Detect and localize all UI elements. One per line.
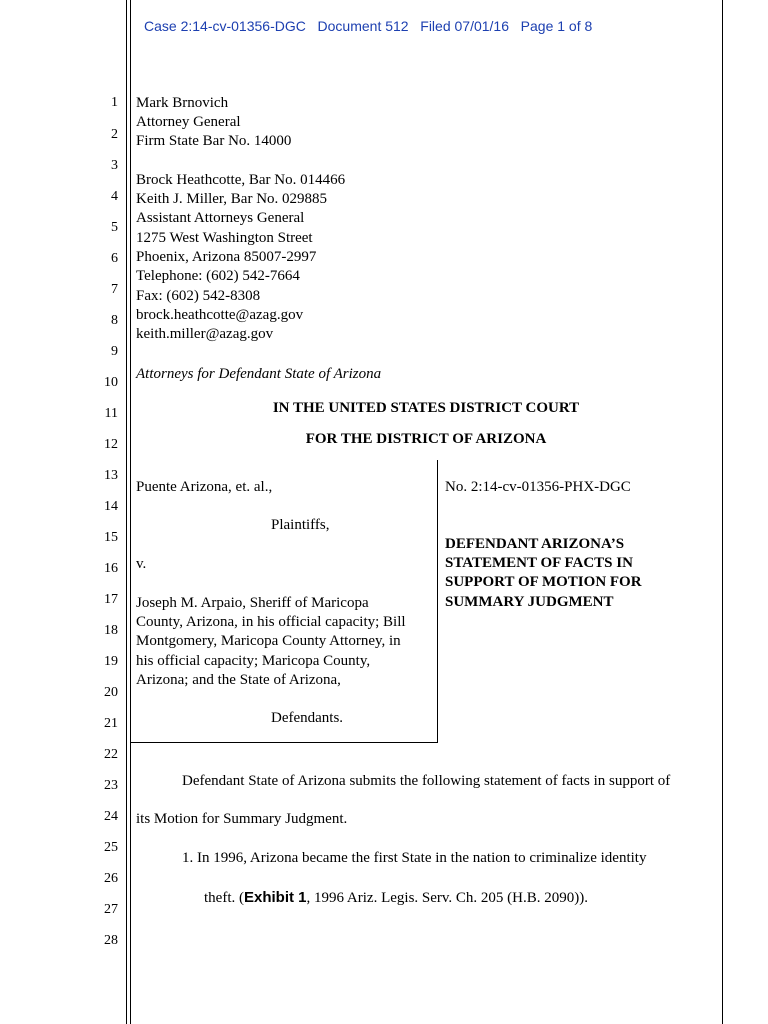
line-number: 27 [104, 902, 118, 917]
line-number: 3 [111, 158, 118, 173]
line-number: 5 [111, 220, 118, 235]
fact-1-citation: , 1996 Ariz. Legis. Serv. Ch. 205 (H.B. 2090)). [306, 890, 588, 906]
defendants-label: Defendants. [271, 710, 344, 726]
plaintiffs-label: Plaintiffs, [271, 517, 330, 533]
line-number: 19 [104, 654, 118, 669]
plaintiff-name: Puente Arizona, et. al., [136, 479, 273, 495]
exhibit-1-reference: Exhibit 1 [243, 889, 307, 906]
intro-line1: Defendant State of Arizona submits the following statement of facts in support of [182, 773, 671, 789]
line-number: 14 [104, 499, 118, 514]
header-filed: Filed 07/01/16 [420, 18, 509, 34]
header-document: Document 512 [317, 18, 409, 34]
attorney-line: 1275 West Washington Street [136, 230, 313, 246]
attorney-email: keith.miller@azag.gov [136, 326, 274, 342]
attorney-line: Firm State Bar No. 14000 [136, 133, 292, 149]
court-title-line2: FOR THE DISTRICT OF ARIZONA [305, 431, 547, 447]
attorney-line: Telephone: (602) 542-7664 [136, 268, 300, 284]
defendant-line: Arizona; and the State of Arizona, [136, 672, 341, 688]
header-case: Case 2:14-cv-01356-DGC [144, 18, 306, 34]
intro-line2: its Motion for Summary Judgment. [136, 811, 348, 827]
attorney-line: Assistant Attorneys General [136, 210, 305, 226]
line-number: 23 [104, 778, 118, 793]
line-number: 22 [104, 747, 118, 762]
line-number: 24 [104, 809, 118, 824]
fact-1-line2 [204, 888, 588, 908]
document-title-line: DEFENDANT ARIZONA’S [445, 536, 625, 552]
line-number: 6 [111, 251, 118, 266]
defendant-line: County, Arizona, in his official capacity; Bill [136, 614, 406, 630]
left-margin-rule-inner [130, 0, 131, 1024]
line-number: 1 [111, 95, 118, 110]
line-number: 21 [104, 716, 118, 731]
line-number: 18 [104, 623, 118, 638]
left-margin-rule-outer [126, 0, 127, 1024]
header-page: Page 1 of 8 [520, 18, 593, 34]
line-number: 28 [104, 933, 118, 948]
line-number: 11 [104, 406, 118, 421]
attorney-line: Mark Brnovich [136, 95, 229, 111]
attorney-line: Keith J. Miller, Bar No. 029885 [136, 191, 328, 207]
caption-divider-vertical [437, 460, 438, 743]
line-number: 7 [111, 282, 118, 297]
attorney-line: Fax: (602) 542-8308 [136, 288, 261, 304]
right-margin-rule [722, 0, 723, 1024]
line-number: 4 [111, 189, 118, 204]
line-number: 10 [104, 375, 118, 390]
line-number: 12 [104, 437, 118, 452]
defendant-line: Montgomery, Maricopa County Attorney, in [136, 633, 401, 649]
line-number: 17 [104, 592, 118, 607]
defendant-line: Joseph M. Arpaio, Sheriff of Maricopa [136, 595, 369, 611]
defendant-line: his official capacity; Maricopa County, [136, 653, 371, 669]
attorney-line: Phoenix, Arizona 85007-2997 [136, 249, 317, 265]
attorney-line: Attorney General [136, 114, 241, 130]
line-number: 16 [104, 561, 118, 576]
ecf-header [144, 18, 592, 34]
line-number: 13 [104, 468, 118, 483]
document-title-line: STATEMENT OF FACTS IN [445, 555, 633, 571]
line-number: 15 [104, 530, 118, 545]
line-number: 8 [111, 313, 118, 328]
fact-1-line1: 1. In 1996, Arizona became the first State in the nation to criminalize identity [182, 850, 647, 866]
line-number: 9 [111, 344, 118, 359]
line-number: 20 [104, 685, 118, 700]
caption-divider-horizontal [130, 742, 438, 743]
document-title-line: SUPPORT OF MOTION FOR [445, 574, 642, 590]
attorney-email: brock.heathcotte@azag.gov [136, 307, 304, 323]
court-title-line1: IN THE UNITED STATES DISTRICT COURT [272, 400, 580, 416]
line-number: 2 [111, 127, 118, 142]
case-number: No. 2:14-cv-01356-PHX-DGC [445, 479, 631, 495]
attorney-line: Brock Heathcotte, Bar No. 014466 [136, 172, 346, 188]
attorneys-for: Attorneys for Defendant State of Arizona [136, 366, 382, 382]
versus: v. [136, 556, 147, 572]
fact-1-prefix: theft. ( [204, 890, 244, 906]
line-number: 26 [104, 871, 118, 886]
document-title-line: SUMMARY JUDGMENT [445, 594, 614, 610]
line-number: 25 [104, 840, 118, 855]
